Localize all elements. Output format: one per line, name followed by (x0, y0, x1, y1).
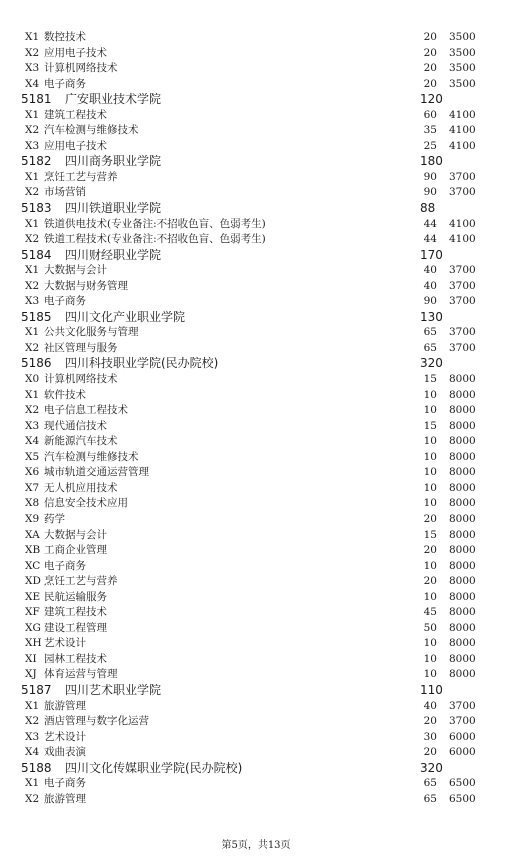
major-tuition: 8000 (449, 481, 476, 494)
major-quota: 35 (423, 124, 437, 137)
major-code: X7 (25, 481, 40, 494)
major-quota: 15 (423, 528, 437, 541)
major-name: 计算机网络技术 (44, 62, 118, 75)
major-quota: 40 (423, 264, 437, 277)
school-name: 四川艺术职业学院 (65, 682, 162, 697)
major-quota: 10 (423, 559, 437, 572)
major-tuition: 8000 (449, 373, 476, 386)
major-tuition: 4100 (449, 233, 476, 246)
major-name: 药学 (44, 512, 65, 525)
major-tuition: 8000 (449, 404, 476, 417)
major-code: X6 (25, 466, 40, 479)
major-row (0, 325, 512, 341)
major-name: 软件技术 (44, 388, 86, 401)
major-row (0, 232, 512, 248)
major-row (0, 217, 512, 233)
major-tuition: 3500 (449, 77, 476, 90)
school-row (0, 154, 512, 170)
major-code: X2 (25, 341, 40, 354)
major-code: X1 (25, 777, 40, 790)
major-name: 社区管理与服务 (44, 341, 118, 354)
major-row (0, 123, 512, 139)
major-name: 园林工程技术 (44, 652, 107, 665)
school-total: 120 (420, 92, 443, 107)
major-name: 汽车检测与维修技术 (44, 450, 139, 463)
major-name: 应用电子技术 (44, 139, 107, 152)
major-row (0, 170, 512, 186)
school-name: 广安职业技术学院 (65, 92, 162, 107)
major-quota: 60 (423, 108, 437, 121)
major-row (0, 776, 512, 792)
major-tuition: 3700 (449, 326, 476, 339)
major-quota: 10 (423, 388, 437, 401)
major-row (0, 341, 512, 357)
major-code: X8 (25, 497, 40, 510)
major-code: XD (25, 575, 41, 588)
major-code: X2 (25, 46, 40, 59)
major-name: 大数据与会计 (44, 264, 107, 277)
major-row (0, 792, 512, 808)
school-total: 88 (420, 201, 436, 216)
school-row (0, 92, 512, 108)
major-quota: 44 (423, 217, 437, 230)
major-name: 电子商务 (44, 777, 86, 790)
major-code: X2 (25, 279, 40, 292)
major-tuition: 8000 (449, 544, 476, 557)
major-tuition: 8000 (449, 388, 476, 401)
major-quota: 20 (423, 746, 437, 759)
major-name: 建筑工程技术 (44, 606, 107, 619)
major-code: X2 (25, 792, 40, 805)
major-quota: 10 (423, 497, 437, 510)
major-name: 大数据与财务管理 (44, 279, 128, 292)
major-name: 旅游管理 (44, 792, 86, 805)
major-tuition: 8000 (449, 450, 476, 463)
major-tuition: 4100 (449, 124, 476, 137)
school-name: 四川文化传媒职业学院(民办院校) (65, 760, 243, 775)
major-code: X2 (25, 404, 40, 417)
major-row (0, 46, 512, 62)
major-quota: 40 (423, 279, 437, 292)
school-total: 320 (420, 356, 443, 371)
major-tuition: 3700 (449, 264, 476, 277)
major-row (0, 621, 512, 637)
major-code: X1 (25, 326, 40, 339)
major-name: 民航运输服务 (44, 590, 107, 603)
major-name: 公共文化服务与管理 (44, 326, 139, 339)
major-row (0, 730, 512, 746)
major-code: X0 (25, 373, 40, 386)
school-code: 5188 (21, 760, 52, 775)
major-code: X3 (25, 419, 40, 432)
major-code: X1 (25, 108, 40, 121)
major-tuition: 8000 (449, 435, 476, 448)
major-quota: 65 (423, 326, 437, 339)
major-quota: 50 (423, 621, 437, 634)
major-row (0, 419, 512, 435)
major-row (0, 139, 512, 155)
major-code: X2 (25, 186, 40, 199)
major-code: XC (25, 559, 41, 572)
major-tuition: 8000 (449, 668, 476, 681)
school-name: 四川文化产业职业学院 (65, 309, 186, 324)
major-quota: 10 (423, 668, 437, 681)
major-name: 信息安全技术应用 (44, 497, 128, 510)
major-name: 艺术设计 (44, 637, 86, 650)
major-quota: 20 (423, 62, 437, 75)
major-quota: 20 (423, 544, 437, 557)
major-quota: 10 (423, 481, 437, 494)
major-row (0, 574, 512, 590)
major-quota: 20 (423, 575, 437, 588)
school-row (0, 310, 512, 326)
school-total: 130 (420, 309, 443, 324)
school-row (0, 761, 512, 777)
major-quota: 10 (423, 590, 437, 603)
major-row (0, 77, 512, 93)
major-name: 工商企业管理 (44, 544, 107, 557)
major-row (0, 61, 512, 77)
major-code: X5 (25, 450, 40, 463)
school-row (0, 683, 512, 699)
major-row (0, 372, 512, 388)
major-row (0, 434, 512, 450)
major-name: 建设工程管理 (44, 621, 107, 634)
major-tuition: 8000 (449, 590, 476, 603)
document-body (0, 30, 512, 807)
major-code: X1 (25, 217, 40, 230)
school-code: 5182 (21, 154, 52, 169)
major-quota: 10 (423, 435, 437, 448)
major-code: X4 (25, 435, 40, 448)
major-quota: 65 (423, 777, 437, 790)
major-code: XH (25, 637, 42, 650)
school-code: 5186 (21, 356, 52, 371)
school-code: 5183 (21, 201, 52, 216)
major-name: 铁道工程技术(专业备注:不招收色盲、色弱考生) (44, 233, 266, 246)
major-code: XI (25, 652, 37, 665)
major-code: X1 (25, 31, 40, 43)
major-tuition: 8000 (449, 497, 476, 510)
major-code: X3 (25, 730, 40, 743)
major-quota: 65 (423, 341, 437, 354)
major-row (0, 590, 512, 606)
school-row (0, 201, 512, 217)
school-name: 四川科技职业学院(民办院校) (65, 356, 219, 371)
major-tuition: 6000 (449, 746, 476, 759)
major-code: X1 (25, 388, 40, 401)
major-tuition: 8000 (449, 559, 476, 572)
major-row (0, 667, 512, 683)
major-row (0, 481, 512, 497)
major-row (0, 652, 512, 668)
major-tuition: 6500 (449, 777, 476, 790)
major-row (0, 279, 512, 295)
major-code: X9 (25, 512, 40, 525)
major-tuition: 8000 (449, 512, 476, 525)
major-tuition: 3700 (449, 170, 476, 183)
major-quota: 10 (423, 466, 437, 479)
major-quota: 20 (423, 31, 437, 43)
major-name: 电子信息工程技术 (44, 404, 128, 417)
major-name: 新能源汽车技术 (44, 435, 118, 448)
major-quota: 15 (423, 419, 437, 432)
major-code: XJ (25, 668, 37, 681)
major-row (0, 388, 512, 404)
major-name: 电子商务 (44, 295, 86, 308)
major-code: XA (25, 528, 40, 541)
major-quota: 30 (423, 730, 437, 743)
major-tuition: 3700 (449, 186, 476, 199)
school-row (0, 248, 512, 264)
major-code: X2 (25, 715, 40, 728)
major-quota: 45 (423, 606, 437, 619)
major-name: 大数据与会计 (44, 528, 107, 541)
major-tuition: 8000 (449, 419, 476, 432)
major-quota: 20 (423, 715, 437, 728)
major-quota: 15 (423, 373, 437, 386)
major-row (0, 714, 512, 730)
major-tuition: 3500 (449, 62, 476, 75)
major-quota: 10 (423, 652, 437, 665)
major-row (0, 636, 512, 652)
major-code: XG (25, 621, 41, 634)
major-row (0, 465, 512, 481)
major-quota: 10 (423, 404, 437, 417)
major-code: X4 (25, 746, 40, 759)
major-tuition: 3500 (449, 46, 476, 59)
major-row (0, 30, 512, 46)
major-row (0, 605, 512, 621)
major-row (0, 263, 512, 279)
major-quota: 10 (423, 637, 437, 650)
major-tuition: 3700 (449, 341, 476, 354)
major-tuition: 8000 (449, 652, 476, 665)
major-name: 烹饪工艺与营养 (44, 170, 118, 183)
major-name: 应用电子技术 (44, 46, 107, 59)
major-row (0, 185, 512, 201)
school-total: 170 (420, 247, 443, 262)
major-row (0, 450, 512, 466)
major-row (0, 108, 512, 124)
school-total: 110 (420, 682, 443, 697)
major-tuition: 4100 (449, 217, 476, 230)
major-row (0, 512, 512, 528)
school-code: 5181 (21, 92, 52, 107)
major-tuition: 3700 (449, 279, 476, 292)
major-name: 体育运营与管理 (44, 668, 118, 681)
major-quota: 40 (423, 699, 437, 712)
major-tuition: 3700 (449, 699, 476, 712)
major-code: X1 (25, 170, 40, 183)
school-code: 5185 (21, 309, 52, 324)
major-quota: 90 (423, 186, 437, 199)
major-row (0, 528, 512, 544)
major-tuition: 8000 (449, 528, 476, 541)
major-name: 酒店管理与数字化运营 (44, 715, 149, 728)
major-name: 旅游管理 (44, 699, 86, 712)
major-quota: 20 (423, 46, 437, 59)
major-code: XF (25, 606, 40, 619)
school-code: 5187 (21, 682, 52, 697)
major-code: XB (25, 544, 41, 557)
major-name: 市场营销 (44, 186, 86, 199)
major-tuition: 6500 (449, 792, 476, 805)
major-quota: 20 (423, 77, 437, 90)
major-name: 城市轨道交通运营管理 (44, 466, 149, 479)
major-tuition: 4100 (449, 108, 476, 121)
major-name: 铁道供电技术(专业备注:不招收色盲、色弱考生) (44, 217, 266, 230)
major-row (0, 403, 512, 419)
major-code: X2 (25, 233, 40, 246)
major-tuition: 8000 (449, 637, 476, 650)
major-tuition: 8000 (449, 621, 476, 634)
major-code: XE (25, 590, 41, 603)
major-code: X4 (25, 77, 40, 90)
major-name: 建筑工程技术 (44, 108, 107, 121)
major-row (0, 559, 512, 575)
major-row (0, 699, 512, 715)
major-name: 数控技术 (44, 31, 86, 43)
major-name: 计算机网络技术 (44, 373, 118, 386)
major-code: X3 (25, 62, 40, 75)
major-row (0, 496, 512, 512)
school-row (0, 356, 512, 372)
major-name: 电子商务 (44, 559, 86, 572)
major-name: 戏曲表演 (44, 746, 86, 759)
major-tuition: 3700 (449, 715, 476, 728)
major-name: 无人机应用技术 (44, 481, 118, 494)
major-name: 现代通信技术 (44, 419, 107, 432)
major-name: 烹饪工艺与营养 (44, 575, 118, 588)
major-quota: 90 (423, 170, 437, 183)
school-total: 320 (420, 760, 443, 775)
major-tuition: 6000 (449, 730, 476, 743)
major-row (0, 294, 512, 310)
school-name: 四川财经职业学院 (65, 247, 162, 262)
major-quota: 90 (423, 295, 437, 308)
school-name: 四川商务职业学院 (65, 154, 162, 169)
major-tuition: 8000 (449, 575, 476, 588)
major-quota: 20 (423, 512, 437, 525)
page-footer: 第5页，共13页 (221, 840, 291, 851)
major-row (0, 543, 512, 559)
major-quota: 10 (423, 450, 437, 463)
major-name: 艺术设计 (44, 730, 86, 743)
major-quota: 65 (423, 792, 437, 805)
school-total: 180 (420, 154, 443, 169)
major-tuition: 8000 (449, 606, 476, 619)
major-tuition: 4100 (449, 139, 476, 152)
major-quota: 25 (423, 139, 437, 152)
major-name: 电子商务 (44, 77, 86, 90)
major-code: X3 (25, 295, 40, 308)
major-row (0, 745, 512, 761)
major-tuition: 3500 (449, 31, 476, 43)
major-tuition: 8000 (449, 466, 476, 479)
school-code: 5184 (21, 247, 52, 262)
major-name: 汽车检测与维修技术 (44, 124, 139, 137)
school-name: 四川铁道职业学院 (65, 201, 162, 216)
major-quota: 44 (423, 233, 437, 246)
major-code: X3 (25, 139, 40, 152)
major-code: X2 (25, 124, 40, 137)
major-code: X1 (25, 264, 40, 277)
major-tuition: 3700 (449, 295, 476, 308)
major-code: X1 (25, 699, 40, 712)
